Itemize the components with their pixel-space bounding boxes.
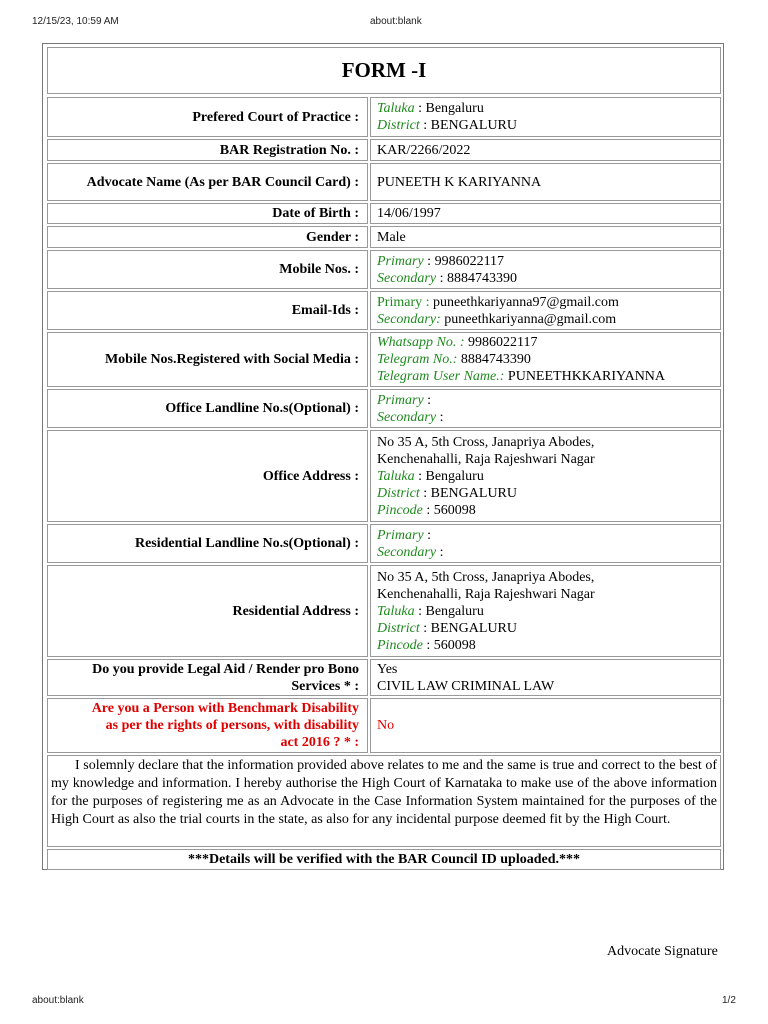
telegram-number: 8884743390 <box>460 352 531 367</box>
res-secondary-key: Secondary <box>377 544 437 560</box>
email-label: Email-Ids : <box>47 291 368 330</box>
legal-aid-areas: CIVIL LAW CRIMINAL LAW <box>377 678 555 694</box>
mobile-label: Mobile Nos. : <box>47 250 368 289</box>
court-value: Taluka : Bengaluru District : BENGALURU <box>370 97 721 137</box>
disability-label-line1: Are you a Person with Benchmark Disability <box>91 701 359 716</box>
telegram-key: Telegram No.: <box>377 352 458 367</box>
disability-answer: No <box>377 718 395 733</box>
declaration-body: I solemnly declare that the information provided above relates to me and the same is true and correct to the best of my knowledge and information. I hereby authorise the High Court of Karnataka to make use of the above information for the purposes of registering me as an Advocate in the Case Information System maintained for the purposes of the High Court as also the trial courts in the state, as also for any incidental purpose deemed fit by the High Court. <box>51 758 717 827</box>
res-pincode-key: Pincode <box>377 637 423 653</box>
office-pincode: 560098 <box>433 502 476 518</box>
disability-label-line2: as per the rights of persons, with disability <box>105 718 359 733</box>
office-secondary-key: Secondary <box>377 409 437 425</box>
taluka-value: Bengaluru <box>425 101 484 116</box>
disability-label-line3: act 2016 ? * : <box>280 735 359 750</box>
form-title: FORM -I <box>47 47 721 94</box>
primary-key: Primary <box>377 253 424 269</box>
social-value <box>370 332 721 387</box>
gender-label: Gender : <box>47 226 368 248</box>
secondary-email-key: Secondary: <box>377 311 441 327</box>
res-address-label: Residential Address : <box>47 565 368 657</box>
office-district-key: District <box>377 485 420 501</box>
res-address-line1: No 35 A, 5th Cross, Janapriya Abodes, <box>377 569 595 585</box>
res-district: BENGALURU <box>430 620 518 636</box>
office-landline-label: Office Landline No.s(Optional) : <box>47 389 368 428</box>
res-landline-value: Primary : Secondary : <box>370 524 721 563</box>
primary-mobile: 9986022117 <box>434 253 505 269</box>
telegram-user-key: Telegram User Name.: <box>377 369 505 384</box>
advocate-signature: Advocate Signature <box>607 944 718 959</box>
primary-email-key: Primary : <box>377 294 430 310</box>
legal-aid-label <box>47 659 368 696</box>
page-number: 1/2 <box>722 995 736 1006</box>
email-value <box>370 291 721 330</box>
legal-aid-label-line1: Do you provide Legal Aid / Render pro Bono <box>92 661 359 677</box>
legal-aid-label-line2: Services * : <box>291 678 359 694</box>
office-taluka-key: Taluka <box>377 468 415 484</box>
bar-value: KAR/2266/2022 <box>370 139 721 161</box>
res-landline-label: Residential Landline No.s(Optional) : <box>47 524 368 563</box>
disability-label <box>47 698 368 753</box>
res-taluka-key: Taluka <box>377 603 415 619</box>
social-label: Mobile Nos.Registered with Social Media : <box>47 332 368 387</box>
office-landline-value: Primary : Secondary : <box>370 389 721 428</box>
res-district-key: District <box>377 620 420 636</box>
office-address-line1: No 35 A, 5th Cross, Janapriya Abodes, <box>377 434 595 450</box>
name-label: Advocate Name (As per BAR Council Card) : <box>47 163 368 201</box>
district-value: BENGALURU <box>430 118 518 133</box>
office-address-value: No 35 A, 5th Cross, Janapriya Abodes, Kenchenahalli, Raja Rajeshwari Nagar Taluka : Bengaluru District : BENGALURU Pincode : 560098 <box>370 430 721 522</box>
dob-label: Date of Birth : <box>47 203 368 224</box>
res-pincode: 560098 <box>433 637 476 653</box>
name-value: PUNEETH K KARIYANNA <box>370 163 721 201</box>
verification-note: ***Details will be verified with the BAR Council ID uploaded.*** <box>47 849 721 870</box>
office-primary-key: Primary <box>377 392 424 408</box>
whatsapp-number: 9986022117 <box>468 335 538 350</box>
mobile-value: Primary : 9986022117 Secondary : 8884743390 <box>370 250 721 289</box>
print-datetime: 12/15/23, 10:59 AM <box>32 16 119 27</box>
primary-email: puneethkariyanna97@gmail.com <box>433 294 619 310</box>
court-label: Prefered Court of Practice : <box>47 97 368 137</box>
office-district: BENGALURU <box>430 485 518 501</box>
bar-label: BAR Registration No. : <box>47 139 368 161</box>
whatsapp-key: Whatsapp No. : <box>377 335 465 350</box>
res-address-line2: Kenchenahalli, Raja Rajeshwari Nagar <box>377 586 595 602</box>
telegram-user: PUNEETHKKARIYANNA <box>507 369 666 384</box>
legal-aid-answer: Yes <box>377 661 398 677</box>
office-address-label: Office Address : <box>47 430 368 522</box>
taluka-key: Taluka <box>377 101 415 116</box>
print-url-header: about:blank <box>370 16 422 27</box>
res-primary-key: Primary <box>377 527 424 543</box>
print-url-footer: about:blank <box>32 995 84 1006</box>
office-taluka: Bengaluru <box>425 468 484 484</box>
dob-value: 14/06/1997 <box>370 203 721 224</box>
office-address-line2: Kenchenahalli, Raja Rajeshwari Nagar <box>377 451 595 467</box>
district-key: District <box>377 118 420 133</box>
res-address-value: No 35 A, 5th Cross, Janapriya Abodes, Kenchenahalli, Raja Rajeshwari Nagar Taluka : Bengaluru District : BENGALURU Pincode : 560098 <box>370 565 721 657</box>
gender-value: Male <box>370 226 721 248</box>
legal-aid-value <box>370 659 721 696</box>
secondary-mobile: 8884743390 <box>446 270 517 286</box>
declaration-text <box>47 755 721 847</box>
secondary-email: puneethkariyanna@gmail.com <box>444 311 617 327</box>
secondary-key: Secondary <box>377 270 437 286</box>
res-taluka: Bengaluru <box>425 603 484 619</box>
office-pincode-key: Pincode <box>377 502 423 518</box>
disability-value <box>370 698 721 753</box>
